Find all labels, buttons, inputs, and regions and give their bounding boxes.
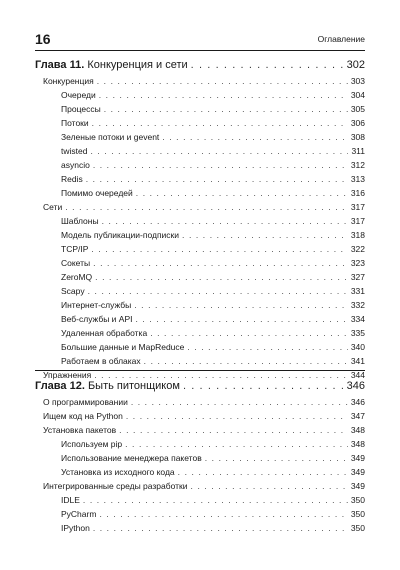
dot-leader bbox=[95, 270, 348, 284]
page-ref: 341 bbox=[350, 356, 365, 366]
page-ref: 349 bbox=[350, 481, 365, 491]
entry-title: IPython bbox=[61, 523, 90, 533]
toc-entry[interactable] bbox=[35, 228, 365, 242]
dot-leader bbox=[162, 130, 348, 144]
entry-title: Большие данные и MapReduce bbox=[61, 342, 185, 352]
entry-title: Очереди bbox=[61, 90, 96, 100]
page-ref: 332 bbox=[350, 300, 365, 310]
dot-leader bbox=[99, 507, 347, 521]
dot-leader bbox=[191, 479, 348, 493]
entry-title: asyncio bbox=[61, 160, 90, 170]
dot-leader bbox=[126, 409, 348, 423]
dot-leader bbox=[182, 228, 348, 242]
dot-leader bbox=[65, 200, 348, 214]
toc-entry[interactable] bbox=[35, 158, 365, 172]
toc-entry[interactable] bbox=[35, 256, 365, 270]
toc-entry[interactable] bbox=[35, 270, 365, 284]
page-ref: 313 bbox=[350, 174, 365, 184]
entry-title: Установка из исходного кода bbox=[61, 467, 175, 477]
dot-leader bbox=[93, 158, 348, 172]
toc-entry[interactable] bbox=[35, 437, 365, 451]
page-ref: 349 bbox=[350, 467, 365, 477]
dot-leader bbox=[131, 395, 348, 409]
dot-leader bbox=[136, 312, 348, 326]
page-ref: 350 bbox=[350, 509, 365, 519]
page-ref: 306 bbox=[350, 118, 365, 128]
entry-title: Веб-службы и API bbox=[61, 314, 133, 324]
entry-title: Используем pip bbox=[61, 439, 123, 449]
dot-leader bbox=[104, 102, 348, 116]
page-ref: 318 bbox=[350, 230, 365, 240]
toc-entry[interactable] bbox=[35, 88, 365, 102]
dot-leader bbox=[183, 378, 344, 394]
header-divider bbox=[35, 50, 365, 51]
page-ref: 312 bbox=[350, 160, 365, 170]
page-ref: 344 bbox=[350, 370, 365, 380]
dot-leader bbox=[178, 465, 348, 479]
toc-entry[interactable] bbox=[35, 74, 365, 88]
page-ref: 334 bbox=[350, 314, 365, 324]
toc-entry[interactable] bbox=[35, 507, 365, 521]
toc-entry[interactable] bbox=[35, 186, 365, 200]
toc-entry[interactable] bbox=[35, 200, 365, 214]
entry-title: Сокеты bbox=[61, 258, 91, 268]
toc-entry[interactable] bbox=[35, 423, 365, 437]
dot-leader bbox=[90, 144, 348, 158]
dot-leader bbox=[92, 116, 348, 130]
toc-entry[interactable] bbox=[35, 116, 365, 130]
page-ref: 335 bbox=[350, 328, 365, 338]
chapter-divider bbox=[35, 370, 365, 371]
page-ref: 316 bbox=[350, 188, 365, 198]
chapter-number: Глава 11. bbox=[35, 59, 85, 71]
toc-entry[interactable] bbox=[35, 130, 365, 144]
toc-entry[interactable] bbox=[35, 298, 365, 312]
toc-entry[interactable] bbox=[35, 172, 365, 186]
toc-entry[interactable] bbox=[35, 144, 365, 158]
page-header bbox=[35, 30, 365, 48]
entry-title: Ищем код на Python bbox=[43, 411, 123, 421]
entry-title: ZeroMQ bbox=[61, 272, 93, 282]
page-ref: 304 bbox=[350, 90, 365, 100]
dot-leader bbox=[136, 186, 348, 200]
toc-entry[interactable] bbox=[35, 465, 365, 479]
entry-title: Удаленная обработка bbox=[61, 328, 148, 338]
dot-leader bbox=[144, 354, 348, 368]
entry-title: Упражнения bbox=[43, 370, 92, 380]
dot-leader bbox=[187, 340, 347, 354]
page-ref: 323 bbox=[350, 258, 365, 268]
page-ref: 349 bbox=[350, 453, 365, 463]
entry-title: Redis bbox=[61, 174, 83, 184]
chapter-heading[interactable] bbox=[35, 57, 365, 73]
toc-entry[interactable] bbox=[35, 493, 365, 507]
dot-leader bbox=[125, 437, 348, 451]
page-ref: 308 bbox=[350, 132, 365, 142]
dot-leader bbox=[93, 256, 348, 270]
toc-entry[interactable] bbox=[35, 326, 365, 340]
entry-title: Сети bbox=[43, 202, 63, 212]
dot-leader bbox=[99, 88, 348, 102]
toc-entry[interactable] bbox=[35, 521, 365, 535]
dot-leader bbox=[134, 298, 348, 312]
toc-entry[interactable] bbox=[35, 242, 365, 256]
dot-leader bbox=[191, 57, 344, 73]
entry-title: PyCharm bbox=[61, 509, 97, 519]
dot-leader bbox=[102, 214, 348, 228]
toc-entry[interactable] bbox=[35, 284, 365, 298]
page-ref: 322 bbox=[350, 244, 365, 254]
toc-entry[interactable] bbox=[35, 340, 365, 354]
dot-leader bbox=[88, 284, 348, 298]
entry-title: Интернет-службы bbox=[61, 300, 132, 310]
page-ref: 327 bbox=[350, 272, 365, 282]
page-ref: 340 bbox=[350, 342, 365, 352]
page-ref: 331 bbox=[350, 286, 365, 296]
entry-title: twisted bbox=[61, 146, 88, 156]
entry-title: Работаем в облаках bbox=[61, 356, 141, 366]
toc-entry[interactable] bbox=[35, 395, 365, 409]
chapter-title: Конкуренция и сети bbox=[87, 59, 188, 71]
toc-entry[interactable] bbox=[35, 312, 365, 326]
toc-entry[interactable] bbox=[35, 354, 365, 368]
dot-leader bbox=[83, 493, 348, 507]
dot-leader bbox=[205, 451, 348, 465]
entry-title: Зеленые потоки и gevent bbox=[61, 132, 160, 142]
page-ref: 303 bbox=[350, 76, 365, 86]
dot-leader bbox=[91, 242, 347, 256]
entry-title: IDLE bbox=[61, 495, 80, 505]
entry-title: Scapy bbox=[61, 286, 85, 296]
page-ref: 346 bbox=[350, 397, 365, 407]
page-ref: 346 bbox=[346, 380, 365, 392]
entry-title: TCP/IP bbox=[61, 244, 89, 254]
dot-leader bbox=[119, 423, 348, 437]
chapter-heading[interactable] bbox=[35, 378, 365, 394]
toc-entry[interactable] bbox=[35, 451, 365, 465]
entry-title: Использование менеджера пакетов bbox=[61, 453, 202, 463]
chapter-title: Быть питонщиком bbox=[87, 380, 180, 392]
dot-leader bbox=[93, 521, 348, 535]
page-ref: 317 bbox=[350, 216, 365, 226]
entry-title: Интегрированные среды разработки bbox=[43, 481, 188, 491]
page-number: 16 bbox=[35, 31, 51, 47]
running-title: Оглавление bbox=[317, 34, 365, 44]
toc-entry[interactable] bbox=[35, 214, 365, 228]
toc-entry[interactable] bbox=[35, 102, 365, 116]
dot-leader bbox=[97, 74, 348, 88]
dot-leader bbox=[86, 172, 348, 186]
toc-entry[interactable] bbox=[35, 479, 365, 493]
entry-title: Помимо очередей bbox=[61, 188, 133, 198]
page-ref: 347 bbox=[350, 411, 365, 421]
page-ref: 305 bbox=[350, 104, 365, 114]
chapter-number: Глава 12. bbox=[35, 380, 85, 392]
entry-title: О программировании bbox=[43, 397, 128, 407]
toc-entry[interactable] bbox=[35, 409, 365, 423]
page-ref: 317 bbox=[350, 202, 365, 212]
entry-title: Модель публикации-подписки bbox=[61, 230, 180, 240]
entry-title: Потоки bbox=[61, 118, 89, 128]
dot-leader bbox=[150, 326, 348, 340]
page-ref: 350 bbox=[350, 523, 365, 533]
entry-title: Установка пакетов bbox=[43, 425, 117, 435]
page-ref: 311 bbox=[351, 146, 365, 156]
page-ref: 302 bbox=[346, 59, 365, 71]
page-ref: 348 bbox=[350, 425, 365, 435]
entry-title: Процессы bbox=[61, 104, 101, 114]
entry-title: Шаблоны bbox=[61, 216, 99, 226]
page-ref: 350 bbox=[350, 495, 365, 505]
page-ref: 348 bbox=[350, 439, 365, 449]
entry-title: Конкуренция bbox=[43, 76, 94, 86]
